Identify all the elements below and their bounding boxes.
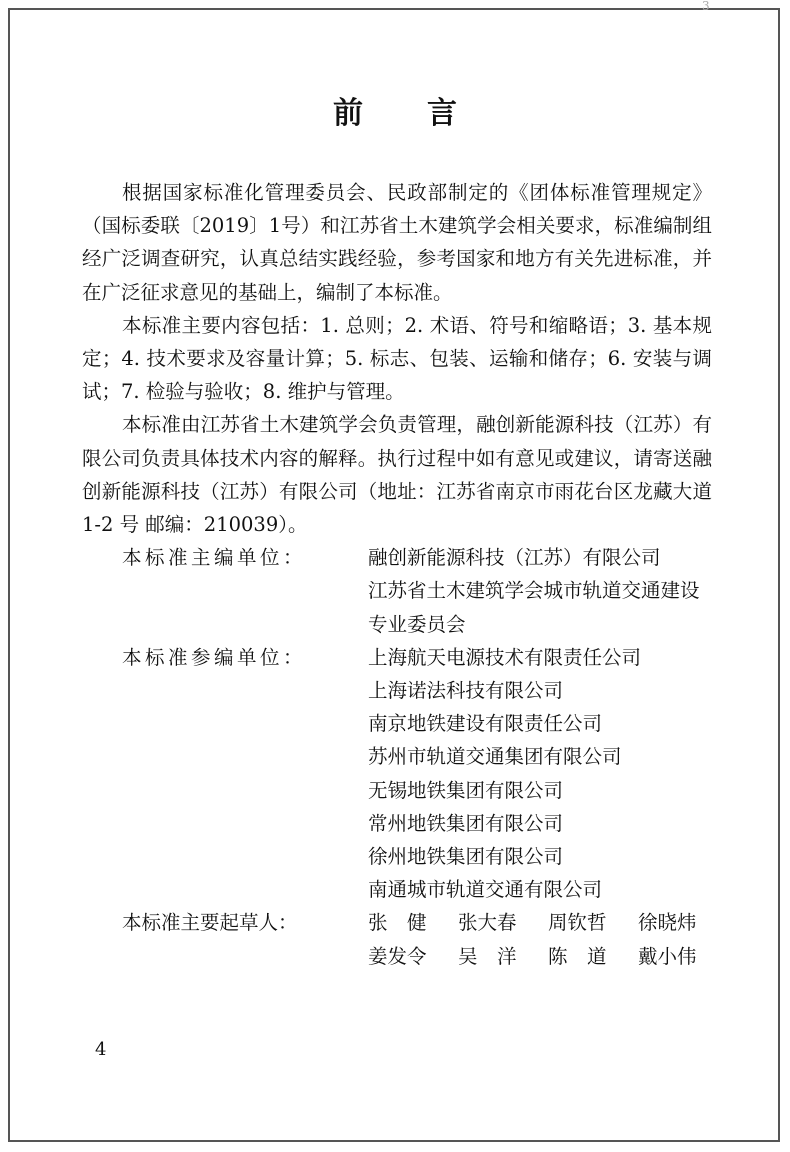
chief-units-list: [368, 541, 712, 641]
drafter-name: 周钦哲: [548, 911, 607, 935]
paragraph-management: 本标准由江苏省土木建筑学会负责管理，融创新能源科技（江苏）有限公司负责具体技术内容的解释。执行过程中如有意见或建议，请寄送融创新能源科技（江苏）有限公司（地址：江苏省南京市雨花台区龙藏大道 1-2 号 邮编：210039）。: [82, 413, 712, 537]
drafters-row: [368, 940, 728, 973]
preface-body: [82, 176, 712, 973]
drafter-name: 张大春: [458, 911, 517, 935]
participating-unit-item: 上海航天电源技术有限责任公司: [368, 645, 642, 669]
participating-unit-item: 南京地铁建设有限责任公司: [368, 712, 603, 736]
page-title: [0, 94, 790, 134]
paragraph-contents: 本标准主要内容包括：1. 总则；2. 术语、符号和缩略语；3. 基本规定；4. 技术要求及容量计算；5. 标志、包装、运输和储存；6. 安装与调试；7. 检验与验收；8. 维护与管理。: [82, 313, 712, 404]
participating-units-section: [122, 641, 712, 907]
participating-unit-item: 常州地铁集团有限公司: [368, 811, 564, 835]
chief-unit-item: 融创新能源科技（江苏）有限公司: [368, 546, 661, 570]
drafter-name: 陈 道: [548, 944, 607, 968]
chief-units-label: 本标准主编单位：: [122, 546, 307, 570]
participating-unit-item: 徐州地铁集团有限公司: [368, 845, 564, 869]
participating-units-label: 本标准参编单位：: [122, 645, 307, 669]
participating-unit-item: 上海诺法科技有限公司: [368, 679, 564, 703]
paragraph-basis: 根据国家标准化管理委员会、民政部制定的《团体标准管理规定》（国标委联〔2019〕1号）和江苏省土木建筑学会相关要求，标准编制组经广泛调查研究，认真总结实践经验，参考国家和地方有关先进标准，并在广泛征求意见的基础上，编制了本标准。: [82, 181, 712, 304]
title-char-2: 言: [427, 96, 457, 131]
drafters-list: [368, 906, 728, 972]
drafter-name: 张 健: [368, 911, 427, 935]
participating-units-list: [368, 641, 712, 907]
chief-unit-item: 江苏省土木建筑学会城市轨道交通建设: [368, 579, 700, 603]
drafter-name: 徐晓炜: [638, 911, 697, 935]
title-char-1: 前: [333, 96, 363, 131]
participating-unit-item: 无锡地铁集团有限公司: [368, 778, 564, 802]
drafters-section: [122, 906, 712, 972]
drafters-row: [368, 906, 728, 939]
drafters-label: 本标准主要起草人：: [122, 911, 298, 935]
participating-unit-item: 苏州市轨道交通集团有限公司: [368, 745, 622, 769]
chief-units-section: [122, 541, 712, 641]
chief-unit-item: 专业委员会: [368, 612, 466, 636]
page-number: 4: [95, 1039, 107, 1060]
drafter-name: 姜发令: [368, 944, 427, 968]
drafter-name: 吴 洋: [458, 944, 517, 968]
drafter-name: 戴小伟: [638, 944, 697, 968]
corner-page-mark: 3: [702, 0, 710, 13]
participating-unit-item: 南通城市轨道交通有限公司: [368, 878, 603, 902]
